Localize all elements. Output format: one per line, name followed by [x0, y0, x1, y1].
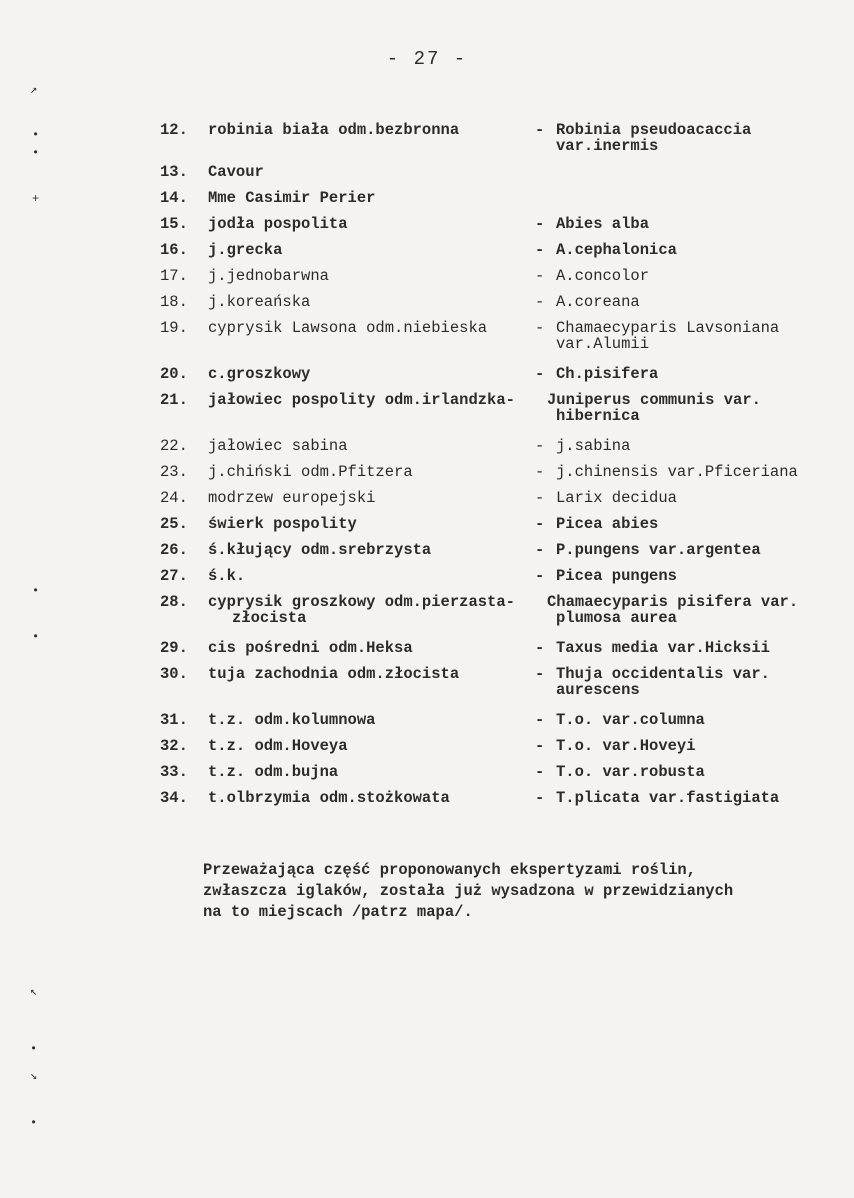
paragraph-line: na to miejscach /patrz mapa/.	[203, 903, 473, 921]
latin-name: T.plicata var.fastigiata	[556, 789, 780, 807]
margin-mark: •	[32, 584, 40, 598]
item-number: 13.	[160, 163, 188, 181]
polish-name: t.z. odm.kolumnowa	[208, 711, 376, 729]
polish-name: robinia biała odm.bezbronna	[208, 121, 460, 139]
latin-name: Abies alba	[556, 215, 650, 233]
separator-dash: -	[535, 319, 545, 337]
latin-name: T.o. var.robusta	[556, 763, 705, 781]
margin-mark: ↖	[30, 985, 38, 999]
paragraph-line: Przeważająca część proponowanych ekspertyzami roślin,	[203, 861, 696, 879]
polish-name: cyprysik groszkowy odm.pierzasta-	[208, 593, 515, 611]
paragraph-line: zwłaszcza iglaków, została już wysadzona w przewidzianych	[203, 882, 734, 900]
margin-mark: •	[30, 1042, 38, 1056]
polish-name: ś.kłujący odm.srebrzysta	[208, 541, 432, 559]
polish-name-cont: złocista	[232, 609, 307, 627]
item-number: 20.	[160, 365, 188, 383]
separator-dash: -	[535, 293, 545, 311]
latin-name: Thuja occidentalis var.	[556, 665, 770, 683]
polish-name: j.chiński odm.Pfitzera	[208, 463, 413, 481]
page-number: - 27 -	[386, 48, 468, 70]
separator-dash: -	[535, 463, 545, 481]
latin-name: A.concolor	[556, 267, 650, 285]
separator-dash: -	[535, 215, 545, 233]
latin-name: A.coreana	[556, 293, 640, 311]
item-number: 14.	[160, 189, 188, 207]
closing-paragraph	[203, 860, 823, 923]
item-number: 19.	[160, 319, 188, 337]
separator-dash: -	[535, 267, 545, 285]
polish-name: świerk pospolity	[208, 515, 357, 533]
latin-name: Taxus media var.Hicksii	[556, 639, 770, 657]
polish-name: jodła pospolita	[208, 215, 348, 233]
margin-mark: •	[32, 128, 40, 142]
latin-name: P.pungens var.argentea	[556, 541, 761, 559]
polish-name: Mme Casimir Perier	[208, 189, 376, 207]
polish-name: j.koreańska	[208, 293, 311, 311]
latin-name: j.chinensis var.Pficeriana	[556, 463, 798, 481]
polish-name: tuja zachodnia odm.złocista	[208, 665, 460, 683]
item-number: 22.	[160, 437, 188, 455]
latin-name-cont: var.Alumii	[556, 335, 650, 353]
item-number: 16.	[160, 241, 188, 259]
separator-dash: -	[535, 665, 545, 683]
polish-name: t.z. odm.bujna	[208, 763, 339, 781]
polish-name: j.grecka	[208, 241, 283, 259]
latin-name: Chamaecyparis pisifera var.	[547, 593, 799, 611]
item-number: 31.	[160, 711, 188, 729]
polish-name: jałowiec pospolity odm.irlandzka-	[208, 391, 515, 409]
latin-name: A.cephalonica	[556, 241, 677, 259]
margin-mark: ↘	[30, 1069, 38, 1083]
separator-dash: -	[535, 437, 545, 455]
separator-dash: -	[535, 241, 545, 259]
polish-name: cis pośredni odm.Heksa	[208, 639, 413, 657]
item-number: 12.	[160, 121, 188, 139]
separator-dash: -	[535, 121, 545, 139]
separator-dash: -	[535, 737, 545, 755]
latin-name-cont: var.inermis	[556, 137, 659, 155]
item-number: 15.	[160, 215, 188, 233]
separator-dash: -	[535, 567, 545, 585]
latin-name: Picea abies	[556, 515, 659, 533]
polish-name: t.olbrzymia odm.stożkowata	[208, 789, 450, 807]
margin-mark: ↗	[30, 83, 38, 97]
margin-mark: •	[32, 146, 40, 160]
item-number: 28.	[160, 593, 188, 611]
separator-dash: -	[535, 763, 545, 781]
item-number: 23.	[160, 463, 188, 481]
polish-name: ś.k.	[208, 567, 246, 585]
latin-name: Ch.pisifera	[556, 365, 659, 383]
polish-name: c.groszkowy	[208, 365, 311, 383]
item-number: 32.	[160, 737, 188, 755]
polish-name: jałowiec sabina	[208, 437, 348, 455]
separator-dash: -	[535, 789, 545, 807]
margin-mark: •	[30, 1116, 38, 1130]
latin-name-cont: aurescens	[556, 681, 640, 699]
polish-name: j.jednobarwna	[208, 267, 329, 285]
item-number: 24.	[160, 489, 188, 507]
item-number: 17.	[160, 267, 188, 285]
latin-name: Picea pungens	[556, 567, 677, 585]
latin-name: T.o. var.columna	[556, 711, 705, 729]
polish-name: t.z. odm.Hoveya	[208, 737, 348, 755]
latin-name: Chamaecyparis Lavsoniana	[556, 319, 780, 337]
polish-name: Cavour	[208, 163, 264, 181]
separator-dash: -	[535, 489, 545, 507]
margin-mark: +	[32, 192, 40, 206]
latin-name: Robinia pseudoacaccia	[556, 121, 752, 139]
item-number: 29.	[160, 639, 188, 657]
item-number: 21.	[160, 391, 188, 409]
separator-dash: -	[535, 639, 545, 657]
separator-dash: -	[535, 541, 545, 559]
item-number: 30.	[160, 665, 188, 683]
latin-name-cont: plumosa aurea	[556, 609, 677, 627]
polish-name: modrzew europejski	[208, 489, 376, 507]
item-number: 18.	[160, 293, 188, 311]
item-number: 33.	[160, 763, 188, 781]
item-number: 25.	[160, 515, 188, 533]
item-number: 26.	[160, 541, 188, 559]
latin-name: Larix decidua	[556, 489, 677, 507]
latin-name: j.sabina	[556, 437, 631, 455]
separator-dash: -	[535, 365, 545, 383]
separator-dash: -	[535, 515, 545, 533]
margin-mark: •	[32, 630, 40, 644]
polish-name: cyprysik Lawsona odm.niebieska	[208, 319, 488, 337]
latin-name: Juniperus communis var.	[547, 391, 761, 409]
separator-dash: -	[535, 711, 545, 729]
latin-name-cont: hibernica	[556, 407, 640, 425]
item-number: 27.	[160, 567, 188, 585]
item-number: 34.	[160, 789, 188, 807]
latin-name: T.o. var.Hoveyi	[556, 737, 696, 755]
